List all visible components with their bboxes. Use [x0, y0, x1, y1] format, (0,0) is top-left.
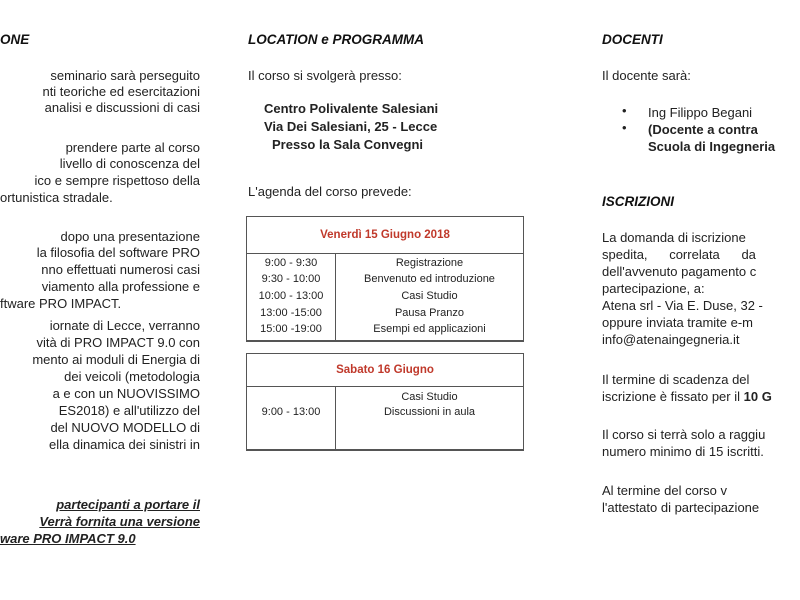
agenda-time: 9:00 - 9:30 [264, 257, 318, 269]
bullet-icon: • [622, 103, 627, 118]
agenda-activity: Registrazione [395, 257, 464, 269]
venue-room: Presso la Sala Convegni [272, 137, 424, 152]
agenda-activity: Casi Studio [401, 290, 458, 302]
column-description [0, 0, 212, 600]
iscrizione-line: partecipazione, a: [602, 281, 705, 296]
agenda-activity: Pausa Pranzo [394, 307, 465, 319]
agenda-day1-rows [247, 253, 523, 341]
description-line: livello di conoscenza del [59, 156, 200, 171]
minimo-line: Il corso si terrà solo a raggiu [602, 427, 766, 442]
description-line: ella dinamica dei sinistri in [48, 437, 200, 452]
description-line: la filosofia del software PRO [36, 245, 200, 260]
description-line: nno effettuati numerosi casi [41, 262, 200, 277]
description-line: iornate di Lecce, verranno [49, 318, 200, 333]
iscrizione-line: oppure inviata tramite e-m [602, 315, 754, 330]
agenda-day1-title: Venerdì 15 Giugno 2018 [320, 229, 450, 241]
agenda-time: 13:00 -15:00 [260, 307, 322, 319]
iscrizione-email: info@atenaingegneria.it [602, 332, 740, 347]
description-line: nti teoriche ed esercitazioni [42, 84, 200, 99]
termine-line [602, 389, 772, 404]
description-line: ftware PRO IMPACT. [0, 296, 122, 311]
emphasis-line: partecipanti a portare il [56, 497, 200, 512]
location-intro: Il corso si svolgerà presso: [248, 68, 402, 83]
agenda-activity: Casi Studio [401, 391, 458, 403]
section-heading-location: LOCATION e PROGRAMMA [248, 32, 424, 47]
agenda-day2-rows [247, 386, 523, 450]
description-line: del NUOVO MODELLO di [50, 420, 200, 435]
description-line: viamento alla professione e [41, 279, 200, 294]
attestato-line: Al termine del corso v [602, 483, 727, 498]
description-line: seminario sarà perseguito [50, 68, 200, 83]
description-line: dopo una presentazione [60, 229, 200, 244]
agenda-activity: Esempi ed applicazioni [373, 323, 486, 335]
description-line: ortunistica stradale. [0, 190, 113, 205]
agenda-day2-title: Sabato 16 Giugno [336, 364, 434, 376]
attestato-line: l'attestato di partecipazione [602, 500, 760, 515]
agenda-time: 9:00 - 13:00 [261, 406, 321, 418]
iscrizione-line: La domanda di iscrizione [602, 230, 746, 245]
iscrizione-line: spedita, correlata da [602, 247, 756, 262]
termine-line: Il termine di scadenza del [602, 372, 750, 387]
agenda-time: 9:30 - 10:00 [261, 273, 321, 285]
bullet-icon: • [622, 120, 627, 135]
venue-address: Via Dei Salesiani, 25 - Lecce [264, 119, 438, 134]
agenda-activity: Benvenuto ed introduzione [364, 273, 495, 285]
agenda-intro: L'agenda del corso prevede: [248, 184, 412, 199]
description-line: vità di PRO IMPACT 9.0 con [36, 335, 200, 350]
description-line: ico e sempre rispettoso della [34, 173, 200, 188]
description-line: analisi e discussioni di casi [44, 100, 200, 115]
description-line: dei veicoli (metodologia [64, 369, 200, 384]
emphasis-line: Verrà fornita una versione [39, 514, 200, 529]
docente-item-cont: Scuola di Ingegneria [648, 139, 776, 154]
termine-date: 10 G [743, 389, 772, 404]
agenda-activity: Discussioni in aula [383, 406, 476, 418]
description-line: ES2018) e all'utilizzo del [58, 403, 200, 418]
section-heading-docenti: DOCENTI [602, 32, 663, 47]
minimo-line: numero minimo di 15 iscritti. [602, 444, 764, 459]
iscrizione-line: Atena srl - Via E. Duse, 32 - [602, 298, 763, 313]
emphasis-line: ware PRO IMPACT 9.0 [0, 531, 136, 546]
column-docenti-iscrizioni [598, 0, 800, 600]
column-location-programma [244, 0, 534, 600]
agenda-table-day1 [246, 216, 524, 342]
description-line: prendere parte al corso [65, 140, 200, 155]
iscrizione-line: dell'avvenuto pagamento c [602, 264, 757, 279]
section-heading-description: ONE [0, 32, 30, 47]
section-heading-iscrizioni: ISCRIZIONI [602, 194, 675, 209]
description-line: a e con un NUOVISSIMO [52, 386, 200, 401]
agenda-table-day2 [246, 353, 524, 451]
agenda-time: 10:00 - 13:00 [258, 290, 324, 302]
docente-item: (Docente a contra [648, 122, 758, 137]
venue-name: Centro Polivalente Salesiani [264, 101, 439, 116]
description-line: mento ai moduli di Energia di [32, 352, 200, 367]
agenda-time: 15:00 -19:00 [260, 323, 322, 335]
docenti-intro: Il docente sarà: [602, 68, 691, 83]
termine-text: iscrizione è fissato per il [602, 389, 740, 404]
docente-item: Ing Filippo Begani [648, 105, 753, 120]
